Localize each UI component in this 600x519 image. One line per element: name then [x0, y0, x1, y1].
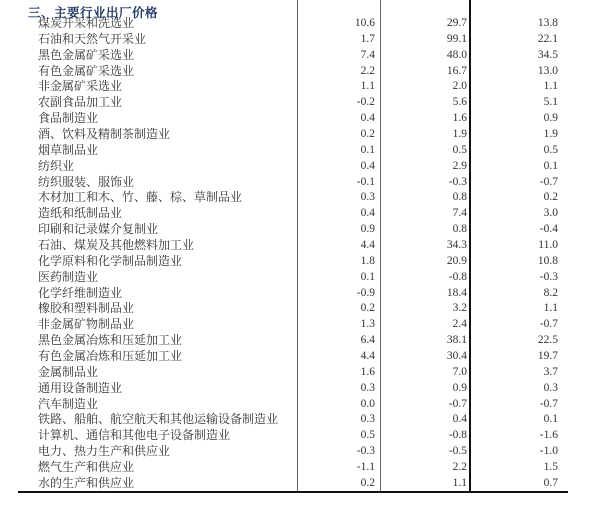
- industry-name: 纺织业: [38, 158, 75, 173]
- table-row: [0, 365, 600, 381]
- industry-price-table: [0, 16, 600, 492]
- industry-name: 烟草制品业: [38, 142, 99, 157]
- industry-name: 燃气生产和供应业: [38, 460, 135, 475]
- value-col-2: 38.1: [446, 334, 467, 347]
- value-col-1: 4.4: [360, 239, 375, 252]
- value-col-1: 0.2: [360, 302, 375, 315]
- value-col-3: 13.0: [537, 64, 558, 77]
- table-row: [0, 270, 600, 286]
- table-row: [0, 32, 600, 48]
- value-col-1: 0.4: [360, 112, 375, 125]
- value-col-1: 0.3: [360, 413, 375, 426]
- industry-name: 汽车制造业: [38, 396, 99, 411]
- value-col-3: -1.6: [539, 429, 558, 442]
- table-row: [0, 317, 600, 333]
- value-col-1: 1.3: [360, 318, 375, 331]
- industry-name: 非金属矿物制品业: [38, 317, 135, 332]
- value-col-3: 0.2: [543, 191, 558, 204]
- column-divider-thick: [469, 0, 471, 493]
- industry-name: 橡胶和塑料制品业: [38, 301, 135, 316]
- value-col-1: 6.4: [360, 334, 375, 347]
- industry-name: 黑色金属冶炼和压延加工业: [38, 333, 183, 348]
- value-col-1: 0.1: [360, 143, 375, 156]
- value-col-2: -0.3: [448, 175, 467, 188]
- value-col-1: -0.9: [356, 286, 375, 299]
- value-col-1: -0.2: [356, 96, 375, 109]
- table-row: [0, 111, 600, 127]
- value-col-1: 0.3: [360, 381, 375, 394]
- industry-name: 印刷和记录媒介复制业: [38, 222, 159, 237]
- table-row: [0, 349, 600, 365]
- industry-name: 石油和天然气开采业: [38, 31, 147, 46]
- value-col-1: 10.6: [354, 17, 375, 29]
- value-col-3: 5.1: [543, 96, 558, 109]
- value-col-2: -0.8: [448, 429, 467, 442]
- value-col-3: 3.0: [543, 207, 558, 220]
- value-col-3: 3.7: [543, 365, 558, 378]
- value-col-1: 2.2: [360, 64, 375, 77]
- value-col-3: -1.0: [539, 445, 558, 458]
- table-row: [0, 460, 600, 476]
- industry-name: 医药制造业: [38, 269, 99, 284]
- value-col-2: 1.6: [452, 112, 467, 125]
- value-col-3: 22.1: [537, 32, 558, 45]
- industry-name: 化学纤维制造业: [38, 285, 123, 300]
- value-col-1: 0.4: [360, 159, 375, 172]
- column-divider-thin-2: [380, 0, 381, 493]
- table-row: [0, 254, 600, 270]
- industry-name: 有色金属冶炼和压延加工业: [38, 349, 183, 364]
- table-row: [0, 476, 600, 492]
- value-col-3: 34.5: [537, 48, 558, 61]
- industry-name: 电力、热力生产和供应业: [38, 444, 171, 459]
- industry-name: 食品制造业: [38, 111, 99, 126]
- table-row: [0, 206, 600, 222]
- value-col-2: -0.7: [448, 397, 467, 410]
- value-col-3: 0.1: [543, 159, 558, 172]
- value-col-1: 0.3: [360, 191, 375, 204]
- industry-name: 黑色金属矿采选业: [38, 47, 135, 62]
- value-col-3: 19.7: [537, 350, 558, 363]
- value-col-1: 0.1: [360, 270, 375, 283]
- section-title: 三、主要行业出厂价格: [28, 6, 159, 20]
- value-col-2: 3.2: [452, 302, 467, 315]
- value-col-2: -0.8: [448, 270, 467, 283]
- value-col-3: 1.1: [543, 80, 558, 93]
- value-col-2: 2.4: [452, 318, 467, 331]
- value-col-1: -0.1: [356, 175, 375, 188]
- table-row: [0, 444, 600, 460]
- table-row: [0, 64, 600, 80]
- value-col-1: 1.1: [360, 80, 375, 93]
- table-row: [0, 428, 600, 444]
- value-col-2: -0.5: [448, 445, 467, 458]
- value-col-3: 1.9: [543, 128, 558, 141]
- industry-name: 通用设备制造业: [38, 380, 123, 395]
- industry-name: 化学原料和化学制品制造业: [38, 253, 183, 268]
- table-row: [0, 286, 600, 302]
- table-row: [0, 397, 600, 413]
- industry-name: 煤炭开采和洗选业: [38, 16, 135, 30]
- value-col-3: -0.3: [539, 270, 558, 283]
- table-row: [0, 190, 600, 206]
- table-row: [0, 333, 600, 349]
- value-col-3: -0.7: [539, 318, 558, 331]
- value-col-2: 18.4: [446, 286, 467, 299]
- value-col-2: 0.8: [452, 191, 467, 204]
- value-col-1: 1.6: [360, 365, 375, 378]
- value-col-1: 4.4: [360, 350, 375, 363]
- value-col-3: 0.9: [543, 112, 558, 125]
- industry-name: 铁路、船舶、航空航天和其他运输设备制造业: [38, 412, 279, 427]
- value-col-3: 1.5: [543, 461, 558, 474]
- value-col-2: 1.1: [452, 476, 467, 489]
- table-row: [0, 79, 600, 95]
- value-col-2: 0.4: [452, 413, 467, 426]
- value-col-2: 16.7: [446, 64, 467, 77]
- table-row: [0, 381, 600, 397]
- value-col-2: 2.0: [452, 80, 467, 93]
- industry-name: 非金属矿采选业: [38, 79, 123, 94]
- value-col-1: 7.4: [360, 48, 375, 61]
- value-col-2: 0.8: [452, 223, 467, 236]
- industry-name: 金属制品业: [38, 364, 99, 379]
- value-col-2: 0.9: [452, 381, 467, 394]
- value-col-1: 0.5: [360, 429, 375, 442]
- value-col-1: 0.9: [360, 223, 375, 236]
- industry-name: 酒、饮料及精制茶制造业: [38, 127, 171, 142]
- industry-name: 纺织服装、服饰业: [38, 174, 135, 189]
- value-col-1: 0.2: [360, 128, 375, 141]
- value-col-3: 0.5: [543, 143, 558, 156]
- value-col-1: 0.2: [360, 476, 375, 489]
- table-row: [0, 48, 600, 64]
- value-col-3: -0.7: [539, 175, 558, 188]
- value-col-3: 0.3: [543, 381, 558, 394]
- column-divider-thin-1: [297, 0, 298, 493]
- value-col-3: 0.7: [543, 476, 558, 489]
- value-col-3: 11.0: [538, 239, 558, 252]
- table-row: [0, 95, 600, 111]
- value-col-2: 7.4: [452, 207, 467, 220]
- table-row: [0, 159, 600, 175]
- value-col-3: 13.8: [537, 17, 558, 29]
- value-col-2: 29.7: [446, 17, 467, 29]
- value-col-1: 0.0: [360, 397, 375, 410]
- value-col-1: -1.1: [356, 461, 375, 474]
- table-row: [0, 175, 600, 191]
- value-col-3: 22.5: [537, 334, 558, 347]
- industry-name: 农副食品加工业: [38, 95, 123, 110]
- table-row: [0, 412, 600, 428]
- table-row: [0, 238, 600, 254]
- value-col-2: 34.3: [446, 239, 467, 252]
- value-col-1: 0.4: [360, 207, 375, 220]
- value-col-1: 1.8: [360, 254, 375, 267]
- industry-name: 木材加工和木、竹、藤、棕、草制品业: [38, 190, 243, 205]
- value-col-2: 0.5: [452, 143, 467, 156]
- value-col-3: 1.1: [543, 302, 558, 315]
- value-col-2: 2.9: [452, 159, 467, 172]
- industry-name: 有色金属矿采选业: [38, 63, 135, 78]
- value-col-3: 0.1: [543, 413, 558, 426]
- value-col-1: 1.7: [360, 32, 375, 45]
- value-col-2: 2.2: [452, 461, 467, 474]
- table-row: [0, 301, 600, 317]
- value-col-3: 8.2: [543, 286, 558, 299]
- value-col-2: 30.4: [446, 350, 467, 363]
- value-col-3: -0.7: [539, 397, 558, 410]
- value-col-3: -0.4: [539, 223, 558, 236]
- value-col-2: 20.9: [446, 254, 467, 267]
- table-row: [0, 143, 600, 159]
- value-col-3: 10.8: [537, 254, 558, 267]
- table-row: [0, 222, 600, 238]
- value-col-2: 5.6: [452, 96, 467, 109]
- value-col-1: -0.3: [356, 445, 375, 458]
- industry-name: 水的生产和供应业: [38, 475, 135, 490]
- table-row: [0, 16, 600, 32]
- table-bottom-border: [18, 491, 568, 493]
- value-col-2: 99.1: [446, 32, 467, 45]
- table-row: [0, 127, 600, 143]
- value-col-2: 1.9: [452, 128, 467, 141]
- value-col-2: 48.0: [446, 48, 467, 61]
- industry-name: 计算机、通信和其他电子设备制造业: [38, 428, 231, 443]
- industry-name: 石油、煤炭及其他燃料加工业: [38, 238, 195, 253]
- industry-name: 造纸和纸制品业: [38, 206, 123, 221]
- value-col-2: 7.0: [452, 365, 467, 378]
